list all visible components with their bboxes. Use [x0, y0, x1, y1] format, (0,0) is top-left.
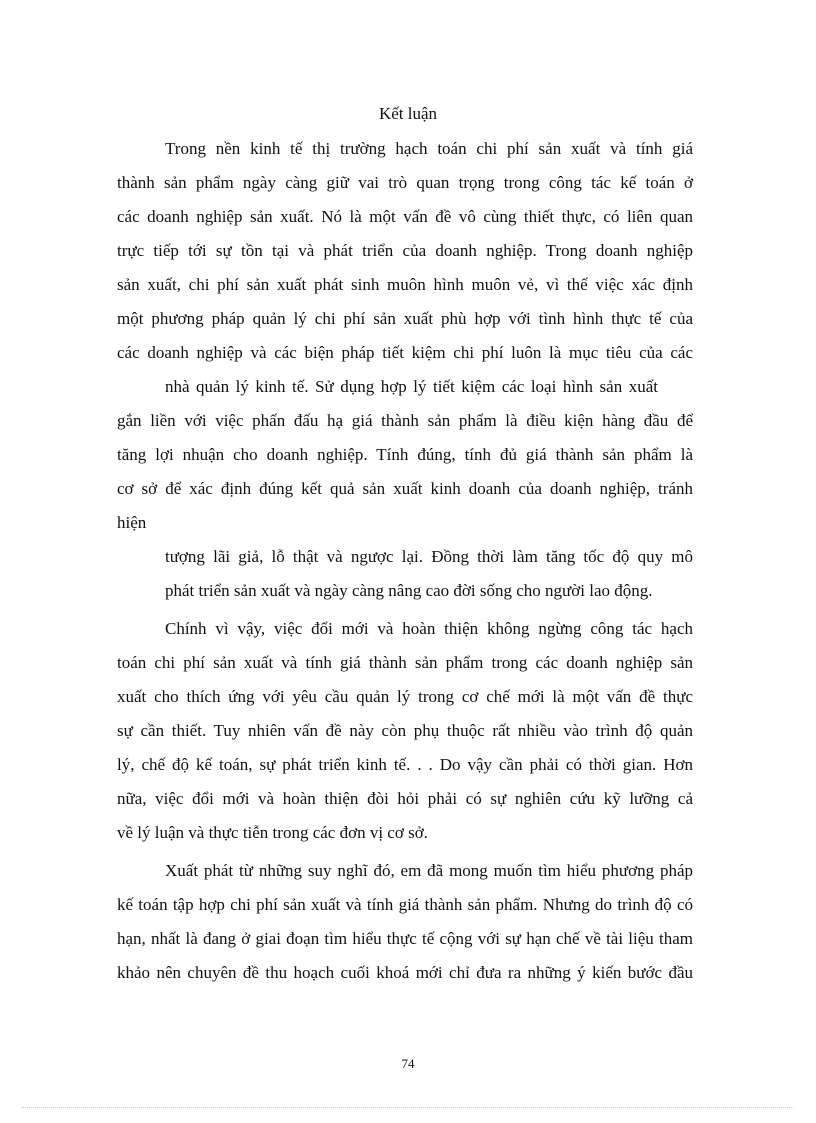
text-line: các doanh nghiệp và các biện pháp tiết kiệm chi phí luôn là mục tiêu của các: [117, 343, 693, 362]
text-line: xuất cho thích ứng với yêu cầu quản lý trong cơ chế mới là một vấn đề thực: [117, 687, 693, 706]
text-line: tượng lãi giả, lỗ thật và ngược lại. Đồng thời làm tăng tốc độ quy mô: [165, 547, 693, 566]
text-line: sản xuất, chi phí sản xuất phát sinh muôn hình muôn vẻ, vì thế việc xác định: [117, 275, 693, 294]
section-title: Kết luận: [378, 104, 438, 123]
text-line: kế toán tập hợp chi phí sản xuất và tính giá thành sản phẩm. Nhưng do trình độ có: [117, 895, 693, 914]
text-line: phát triển sản xuất và ngày càng nâng cao đời sống cho người lao động.: [165, 581, 653, 600]
footer-divider: [22, 1107, 794, 1108]
text-line: hạn, nhất là đang ở giai đoạn tìm hiểu thực tế cộng với sự hạn chế về tài liệu tham: [117, 929, 693, 948]
text-line: khảo nên chuyên đề thu hoạch cuối khoá mới chỉ đưa ra những ý kiến bước đầu: [117, 963, 693, 982]
text-line: Trong nền kinh tế thị trường hạch toán chi phí sản xuất và tính giá: [165, 139, 693, 158]
text-line: nữa, việc đổi mới và hoàn thiện đòi hỏi phải có sự nghiên cứu kỹ lưỡng cả: [117, 789, 693, 808]
text-line: trực tiếp tới sự tồn tại và phát triển của doanh nghiệp. Trong doanh nghiệp: [117, 241, 693, 260]
text-line: Xuất phát từ những suy nghĩ đó, em đã mong muốn tìm hiểu phương pháp: [165, 861, 693, 880]
text-line: sự cần thiết. Tuy nhiên vấn đề này còn phụ thuộc rất nhiều vào trình độ quản: [117, 721, 693, 740]
text-line: thành sản phẩm ngày càng giữ vai trò quan trọng trong công tác kế toán ở: [117, 173, 693, 192]
text-line: các doanh nghiệp sản xuất. Nó là một vấn đề vô cùng thiết thực, có liên quan: [117, 207, 693, 226]
text-line: lý, chế độ kế toán, sự phát triển kinh tế. . . Do vậy cần phải có thời gian. Hơn: [117, 755, 693, 774]
text-line: nhà quản lý kinh tế. Sử dụng hợp lý tiết kiệm các loại hình sản xuất: [165, 377, 658, 396]
text-line: gắn liền với việc phấn đấu hạ giá thành sản phẩm là điều kiện hàng đầu để: [117, 411, 693, 430]
page-number: 74: [401, 1056, 415, 1071]
text-line: tăng lợi nhuận cho doanh nghiệp. Tính đúng, tính đủ giá thành sản phẩm là: [117, 445, 693, 464]
text-line: cơ sở để xác định đúng kết quả sản xuất kinh doanh của doanh nghiệp, tránh: [117, 479, 693, 498]
text-line: toán chi phí sản xuất và tính giá thành sản phẩm trong các doanh nghiệp sản: [117, 653, 693, 672]
text-line: Chính vì vậy, việc đổi mới và hoàn thiện không ngừng công tác hạch: [165, 619, 693, 638]
text-line: hiện: [117, 513, 147, 532]
text-line: về lý luận và thực tiễn trong các đơn vị cơ sở.: [117, 823, 428, 842]
text-line: một phương pháp quản lý chi phí sản xuất phù hợp với tình hình thực tế của: [117, 309, 693, 328]
